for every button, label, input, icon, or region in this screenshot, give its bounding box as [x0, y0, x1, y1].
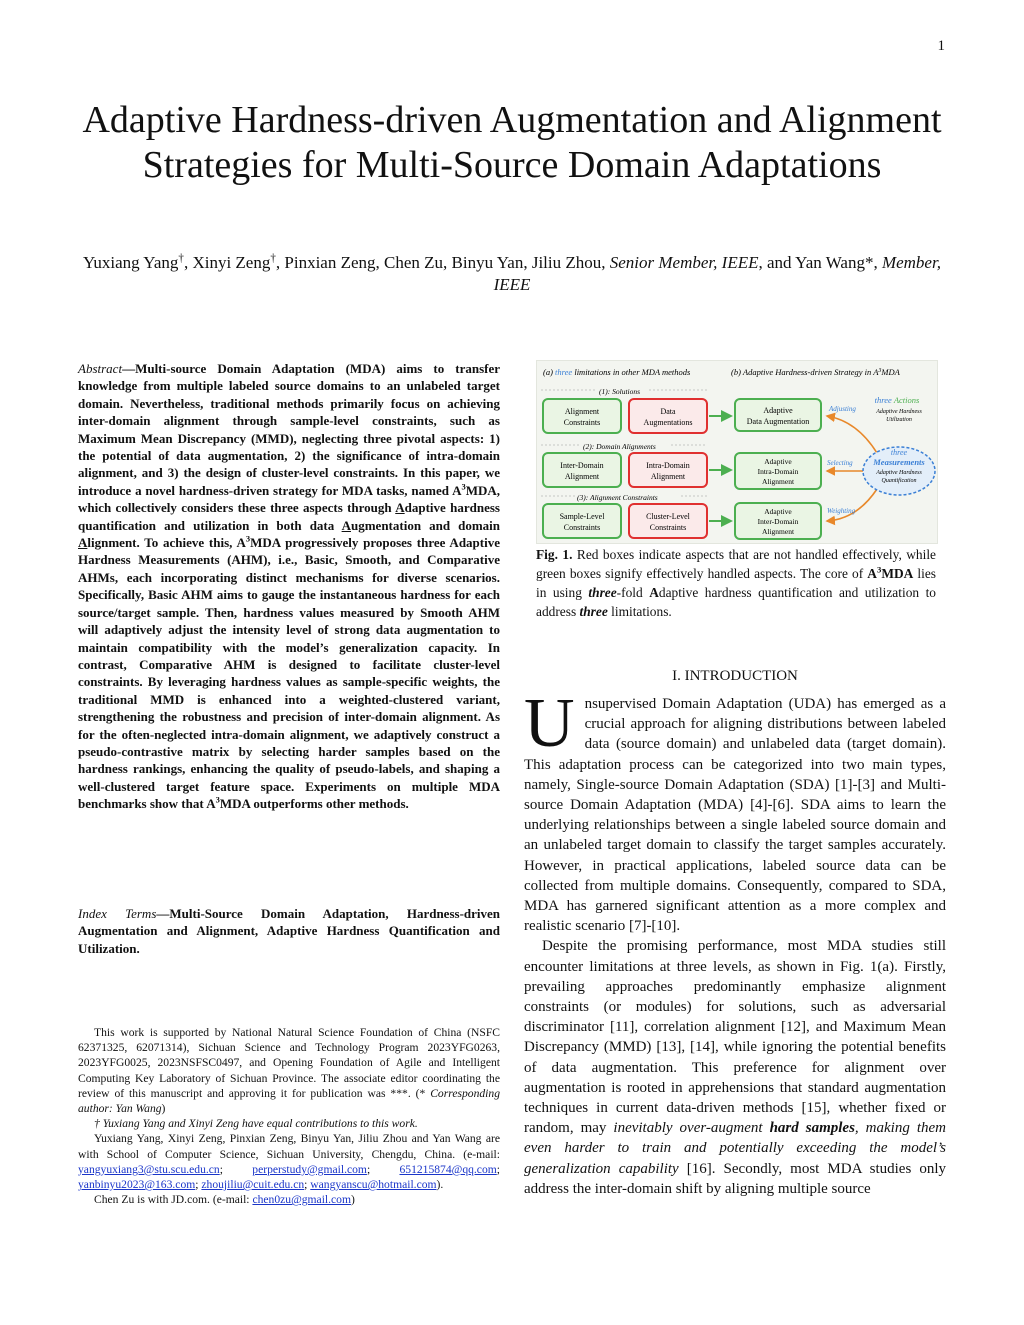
author-role: Senior Member, IEEE: [609, 253, 759, 272]
footnotes: [78, 1025, 500, 1207]
panel-a-title: (a) three limitations in other MDA methods: [543, 367, 691, 377]
index-terms-text: Multi-Source Domain Adaptation, Hardness-driven Augmentation and Alignment, Adaptive Hardness Quantification and Utilization.: [78, 906, 501, 956]
chen-zu-footnote: [78, 1192, 500, 1207]
abstract-text: lignment. To achieve this, A: [87, 535, 246, 551]
svg-text:Alignment: Alignment: [761, 477, 795, 486]
svg-text:Measurements: Measurements: [873, 457, 925, 467]
svg-text:Adaptive: Adaptive: [763, 406, 793, 415]
introduction-body: [524, 685, 946, 1199]
label-adjusting: Adjusting: [829, 405, 856, 413]
superscript: 3: [245, 533, 251, 544]
dagger-mark: †: [270, 252, 276, 265]
email-link[interactable]: yanbinyu2023@163.com: [78, 1178, 196, 1192]
section-solutions: (1): Solutions: [599, 387, 641, 396]
box-cluster-level: [629, 504, 707, 538]
index-terms-label: Index Terms: [78, 906, 157, 921]
intro-paragraph: [524, 685, 946, 936]
abstract-text: Multi-source Domain Adaptation (MDA) aims to transfer knowledge from multiple labeled source domains to an unlabeled target domain. Nevertheless, traditional methods primarily focus on achieving inter-domain alignment through sample-level constraints, such as Maximum Mean Discrepancy (MMD), neglecting three pivotal aspects: 1) the potential of data augmentation, 2) the significance of intra-domain alignment, and 3) the design of cluster-level constraints. In this paper, we introduce a novel hardness-driven strategy for MDA tasks, named A: [78, 361, 500, 498]
author-list: [80, 252, 944, 296]
abstract-text: daptive hardness quantification and utilization in both data: [78, 500, 500, 533]
panel-b-title: (b) Adaptive Hardness-driven Strategy in $A^3MDA$: [731, 367, 900, 377]
caption-bold: MDA: [881, 566, 914, 581]
paragraph-text: nsupervised Domain Adaptation (UDA) has emerged as a crucial approach for aligning distributions between labeled data (source domain) and unlabeled data (target domain). This adaptation process can be categorized into two main types, namely, Single-source Domain Adaptation (SDA) [1]-[3] and Multi-source Domain Adaptation (MDA) [4]-[6]. SDA aims to learn the underlying relationships between a single labeled source domain and an unlabeled target domain to classify the target samples accurately. However, in practical applications, labeled source data can be collected from multiple domains. Consequently, compared to SDA, MDA has garnered significant attention as a more complex and realistic scenario [7]-[10].: [524, 696, 946, 935]
caption-bold: A: [649, 585, 659, 600]
paragraph-text: Despite the promising performance, most MDA studies still encounter limitations at three levels, as shown in Fig. 1(a). Firstly, prevailing approaches predominantly emphasize alignment constraints (or modules) for solutions, such as adversarial discriminator [11], correlation alignment [12], and Maximum Mean Discrepancy (MMD) [13], [14], while ignoring the potential benefits of data augmentation. This preference for alignment over augmentation is rooted in apprehensions that standard augmentation techniques in current data-driven methods [15], whether fixed or random, may: [524, 938, 946, 1137]
caption-text: -fold: [616, 585, 650, 600]
label-weighting: Weighting: [827, 507, 856, 515]
three-actions-label: [875, 395, 923, 423]
abstract-text: MDA progressively proposes three Adaptive Hardness Measurements (AHM), i.e., Basic, Smooth, and Comparative AHMs, each incorporating distinct mechanisms for diverse scenarios. Specifically, Basic AHM aims to gauge the instantaneous hardness for each source/target sample. Then, hardness values measured by Smooth AHM will adaptively adjust the intensity level of strong data augmentation to maintain compatibility with the model’s generalization capacity. In contrast, Comparative AHM is designed to facilitate cluster-level constraints. By leveraging hardness values as sample-specific weights, the traditional MMD is enhanced into a weighted-clustered variant, strengthening the robustness and precision of inter-domain alignment. As for the often-neglected intra-domain alignment, we adaptively construct a pseudo-contrastive matrix by selecting harder samples based on the hardness rankings, enhancing the quality of pseudo-labels, and shaping a well-clustered target feature space. Experiments on multiple MDA benchmarks show that A: [78, 535, 500, 812]
author-name: , Pinxian Zeng, Chen Zu, Binyu Yan, Jiliu Zhou,: [275, 253, 610, 272]
funding-footnote: [78, 1025, 500, 1116]
email-link[interactable]: wangyanscu@hotmail.com: [310, 1178, 437, 1192]
svg-text:three: three: [890, 448, 908, 457]
svg-text:Alignment: Alignment: [761, 527, 795, 536]
svg-text:Adaptive: Adaptive: [764, 507, 792, 516]
separator: ;: [304, 1178, 311, 1192]
svg-text:Alignment: Alignment: [650, 472, 686, 481]
svg-text:Data Augmentation: Data Augmentation: [746, 417, 810, 426]
footnote-text: Yuxiang Yang, Xinyi Zeng, Pinxian Zeng, Binyu Yan, Jiliu Zhou and Yan Wang are with School of Computer Science, Sichuan University, Chengdu, China. (e-mail:: [78, 1132, 500, 1161]
email-link[interactable]: perperstudy@gmail.com: [252, 1162, 367, 1176]
box-data-augmentations: [629, 399, 707, 433]
footnote-text: ).: [436, 1178, 444, 1192]
drop-cap: U: [524, 685, 575, 762]
svg-text:Data: Data: [660, 407, 676, 416]
caption-text: limitations.: [607, 604, 672, 619]
abstract-text: MDA, which collectively considers these three aspects through: [78, 482, 500, 516]
caption-emph: three: [579, 604, 608, 619]
separator: ;: [496, 1162, 501, 1176]
abstract-dash: —: [122, 361, 136, 376]
paragraph-emph: , making them even harder to train and potentially exceeding the model’s generalization capability: [524, 1120, 946, 1177]
svg-text:Intra-Domain: Intra-Domain: [646, 461, 690, 470]
svg-text:Alignment: Alignment: [564, 407, 600, 416]
section-domain-alignments: (2): Domain Alignments: [583, 442, 656, 451]
underlined-letter: A: [78, 535, 88, 551]
superscript: 3: [215, 794, 220, 805]
abstract: [78, 360, 500, 813]
box-inter-domain: [543, 453, 621, 487]
paper-title: Adaptive Hardness-driven Augmentation and Alignment Strategies for Multi-Source Domain Adaptations: [82, 99, 942, 186]
footnote-text: Chen Zu is with JD.com. (e-mail:: [94, 1193, 253, 1207]
intro-paragraph: [524, 936, 946, 1199]
email-link[interactable]: 651215874@qq.com: [399, 1162, 497, 1176]
svg-text:Adaptive: Adaptive: [764, 457, 792, 466]
section-alignment-constraints: (3): Alignment Constraints: [577, 493, 658, 502]
box-sample-level: [543, 504, 621, 538]
caption-emph: three: [588, 585, 617, 600]
footnote-text: ): [351, 1193, 355, 1207]
svg-text:Constraints: Constraints: [563, 523, 601, 532]
caption-text: Red boxes indicate aspects that are not handled effectively, while green boxes signify effectively handled aspects. The core of: [536, 547, 936, 581]
footnote-text: ): [161, 1102, 166, 1116]
svg-text:Sample-Level: Sample-Level: [559, 512, 605, 521]
index-terms: [78, 905, 500, 957]
abstract-text: MDA outperforms other methods.: [219, 796, 409, 812]
svg-text:Utilization: Utilization: [886, 417, 912, 423]
svg-text:Inter-Domain: Inter-Domain: [560, 461, 604, 470]
box-adaptive-intra-domain: [735, 453, 821, 489]
svg-text:Augmentations: Augmentations: [643, 418, 693, 427]
svg-text:Intra-Domain: Intra-Domain: [757, 467, 799, 476]
caption-text: lies in using: [536, 566, 936, 600]
separator: ;: [219, 1162, 253, 1176]
svg-text:Quantification: Quantification: [881, 478, 917, 484]
svg-text:three Actions: three Actions: [874, 395, 920, 405]
label-selecting: Selecting: [827, 459, 853, 467]
box-intra-domain: [629, 453, 707, 487]
paragraph-emph: hard samples: [769, 1120, 855, 1137]
email-link[interactable]: yangyuxiang3@stu.scu.edu.cn: [78, 1162, 220, 1176]
box-alignment-constraints: [543, 399, 621, 433]
svg-text:Inter-Domain: Inter-Domain: [757, 517, 799, 526]
caption-label: Fig. 1.: [536, 547, 573, 562]
figure-1: [536, 360, 938, 544]
author-name: , Xinyi Zeng: [183, 253, 271, 272]
separator: ;: [195, 1178, 202, 1192]
three-measurements-ellipse: [863, 447, 935, 495]
abstract-label: Abstract: [78, 361, 123, 376]
caption-text: daptive hardness quantification and utilization to address: [536, 585, 936, 619]
box-adaptive-data-augmentation: [735, 399, 821, 431]
underlined-letter: A: [395, 500, 405, 516]
dagger-mark: †: [178, 252, 184, 265]
equal-contribution-footnote: † Yuxiang Yang and Xinyi Zeng have equal contributions to this work.: [94, 1117, 418, 1131]
index-terms-dash: —: [156, 906, 170, 921]
svg-text:Constraints: Constraints: [563, 418, 601, 427]
author-role: Member, IEEE: [493, 253, 941, 294]
paragraph-emph: inevitably over-augment: [613, 1120, 770, 1137]
corresponding-author: Corresponding author: Yan Wang: [78, 1086, 500, 1116]
separator: ;: [366, 1162, 400, 1176]
svg-text:Cluster-Level: Cluster-Level: [646, 512, 690, 521]
svg-text:Alignment: Alignment: [564, 472, 600, 481]
superscript: 3: [876, 564, 882, 575]
affiliation-footnote: [78, 1131, 500, 1192]
svg-text:Adaptive Hardness: Adaptive Hardness: [876, 470, 922, 476]
section-heading-introduction: I. INTRODUCTION: [672, 668, 798, 684]
superscript: 3: [461, 481, 466, 492]
svg-text:Constraints: Constraints: [649, 523, 687, 532]
footnote-text: This work is supported by National Natural Science Foundation of China (NSFC 62371325, 62071314), Sichuan Science and Technology Program 2023YFG0263, 2023YFG0025, 2023NSFSC0497, and Opening Foundation of Agile and Intelligent Computing Key Laboratory of Sichuan Province. The associate editor coordinating the review of this manuscript and approving it for publication was ***. (*: [78, 1026, 500, 1100]
underlined-letter: A: [341, 517, 351, 533]
author-name: Yuxiang Yang: [83, 253, 179, 272]
abstract-text: ugmentation and domain: [350, 517, 501, 533]
paragraph-text: [16]. Secondly, most MDA studies only address the inter-domain shift by aligning multiple source: [524, 1160, 946, 1197]
svg-text:Adaptive Hardness: Adaptive Hardness: [876, 409, 922, 415]
page-number: 1: [937, 38, 945, 54]
email-link[interactable]: chen0zu@gmail.com: [252, 1193, 352, 1207]
caption-bold: A: [867, 566, 877, 581]
author-name: , and Yan Wang*,: [758, 253, 882, 272]
email-link[interactable]: zhoujiliu@cuit.edu.cn: [201, 1178, 305, 1192]
box-adaptive-inter-domain: [735, 503, 821, 539]
figure-caption: [536, 545, 936, 621]
